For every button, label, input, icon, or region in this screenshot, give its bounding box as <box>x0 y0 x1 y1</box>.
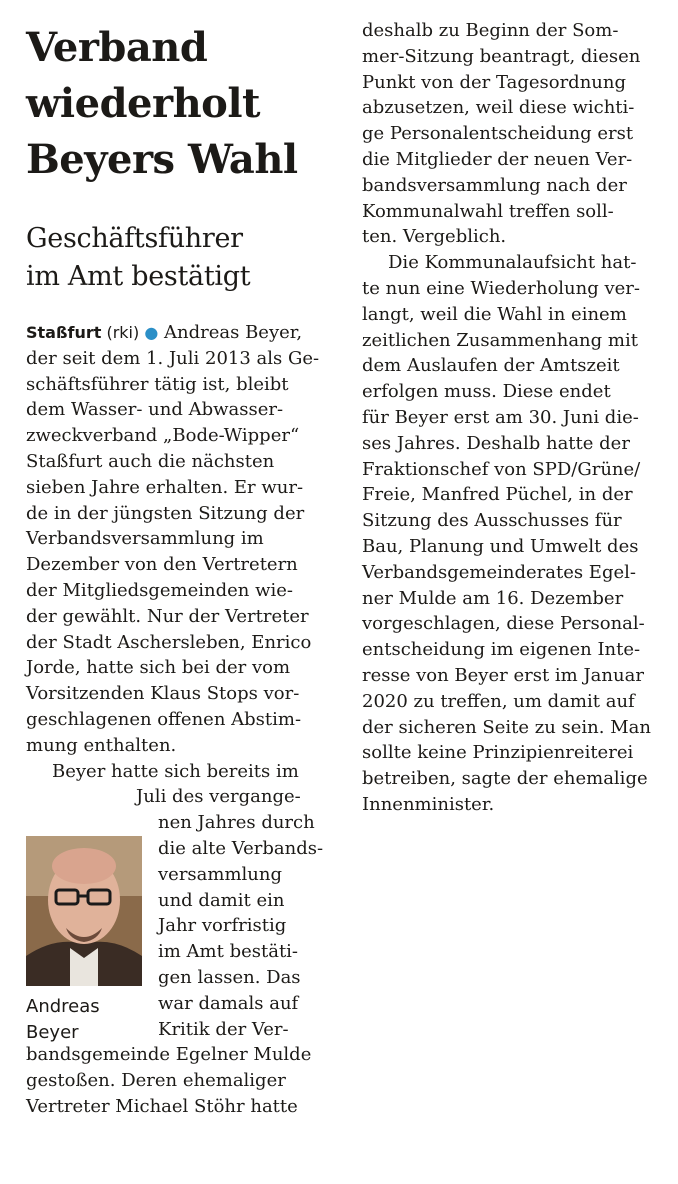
body-line: Bau, Planung und Umwelt des <box>362 536 639 557</box>
body-line: ten. Vergeblich. <box>362 226 507 248</box>
body-line: der Stadt Aschersleben, Enrico <box>26 631 312 653</box>
body-line: betreiben, sagte der ehemalige <box>362 768 648 790</box>
body-line: gestoßen. Deren ehemaliger <box>26 1070 286 1092</box>
body-line: Jahr vorfristig <box>158 915 287 937</box>
body-line: der Mitgliedsgemeinden wie- <box>26 580 294 601</box>
body-line: schäftsführer tätig ist, bleibt <box>26 373 289 395</box>
subheadline: Geschäftsführer im Amt bestätigt <box>26 223 251 292</box>
body-line: Verbandsgemeinderates Egel- <box>362 561 636 583</box>
body-line: sieben Jahre erhalten. Er wur- <box>26 476 304 498</box>
body-line: resse von Beyer erst im Januar <box>362 665 644 686</box>
body-line: zeitlichen Zusammenhang mit <box>362 329 638 351</box>
body-line: langt, weil die Wahl in einem <box>362 303 627 325</box>
body-line: war damals auf <box>158 992 299 1014</box>
author-photo <box>26 836 142 986</box>
body-line: Punkt von der Tagesordnung <box>362 71 626 93</box>
body-line: Dezember von den Vertretern <box>26 554 298 576</box>
body-line: ses Jahres. Deshalb hatte der <box>362 432 630 454</box>
body-line: te nun eine Wiederholung ver- <box>362 278 640 299</box>
body-line: Fraktionschef von SPD/Grüne/ <box>362 458 641 480</box>
body-line: deshalb zu Beginn der Som- <box>362 20 619 41</box>
body-line: der gewählt. Nur der Vertreter <box>26 605 309 627</box>
body-line: geschlagenen offenen Abstim- <box>26 709 302 730</box>
body-line: versammlung <box>158 863 282 885</box>
body-line: 2020 zu treffen, um damit auf <box>362 690 635 712</box>
body-line-text: Andreas Beyer, <box>158 322 303 343</box>
body-line: ge Personalentscheidung erst <box>362 123 634 145</box>
body-line: Beyer hatte sich bereits im <box>52 760 299 782</box>
body-line: mer-Sitzung beantragt, diesen <box>362 45 641 67</box>
body-line: Kommunalwahl treffen soll- <box>362 200 614 222</box>
body-line: sollte keine Prinzipienreiterei <box>362 742 634 764</box>
body-line: ner Mulde am 16. Dezember <box>362 587 624 609</box>
body-line: der sicheren Seite zu sein. Man <box>362 716 651 738</box>
body-line: vorgeschlagen, diese Personal- <box>362 613 645 635</box>
body-line: Verbandsversammlung im <box>26 528 264 550</box>
body-line: Kritik der Ver- <box>158 1018 289 1040</box>
body-line: dem Auslaufen der Amtszeit <box>362 355 620 377</box>
body-line: die alte Verbands- <box>158 838 324 859</box>
body-line: abzusetzen, weil diese wichti- <box>362 97 635 119</box>
body-line-first <box>26 321 302 345</box>
body-line: nen Jahres durch <box>158 812 315 834</box>
body-line: bandsversammlung nach der <box>362 174 627 196</box>
dateline: Staßfurt <box>26 323 102 342</box>
body-line: erfolgen muss. Diese endet <box>362 381 611 403</box>
body-line: und damit ein <box>158 889 285 911</box>
body-line: Innenminister. <box>362 794 495 815</box>
body-line: de in der jüngsten Sitzung der <box>26 502 305 524</box>
body-line: für Beyer erst am 30. Juni die- <box>362 407 639 428</box>
photo-caption: Andreas Beyer <box>26 996 100 1043</box>
body-line: mung enthalten. <box>26 734 177 756</box>
body-line: Freie, Manfred Püchel, in der <box>362 484 633 506</box>
portrait-image <box>26 836 142 986</box>
body-line: zweckverband „Bode-Wipper“ <box>26 425 300 447</box>
body-line: bandsgemeinde Egelner Mulde <box>26 1044 312 1066</box>
body-line: entscheidung im eigenen Inte- <box>362 639 641 661</box>
body-line: Die Kommunalaufsicht hat- <box>388 252 637 274</box>
body-line: Sitzung des Ausschusses für <box>362 510 622 532</box>
bullet-icon: ● <box>144 323 159 342</box>
body-line: Vorsitzenden Klaus Stops vor- <box>26 683 300 705</box>
body-line: Staßfurt auch die nächsten <box>26 451 275 472</box>
body-line: im Amt bestäti- <box>158 941 299 963</box>
body-line: der seit dem 1. Juli 2013 als Ge- <box>26 347 320 369</box>
headline: Verband wiederholt Beyers Wahl <box>26 24 298 183</box>
body-line: dem Wasser- und Abwasser- <box>26 399 284 421</box>
body-line: die Mitglieder der neuen Ver- <box>362 149 633 170</box>
body-line: gen lassen. Das <box>158 967 301 988</box>
body-line: Jorde, hatte sich bei der vom <box>26 657 291 679</box>
dateline-tag: (rki) <box>101 323 145 342</box>
body-line: Juli des vergange- <box>136 786 301 808</box>
body-line: Vertreter Michael Stöhr hatte <box>26 1096 298 1117</box>
